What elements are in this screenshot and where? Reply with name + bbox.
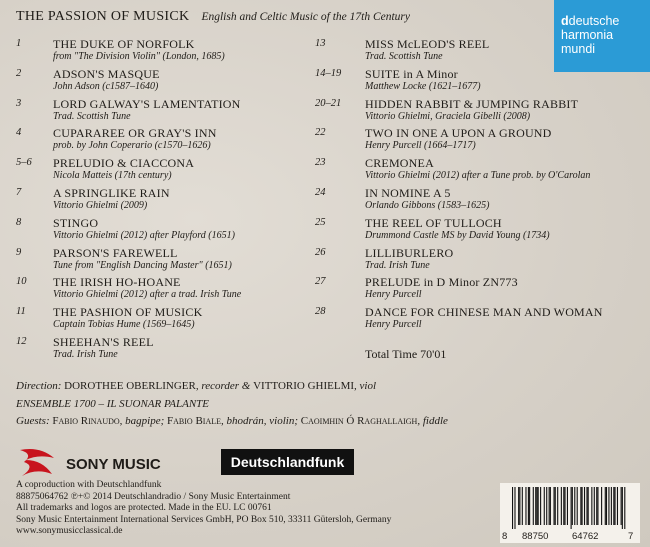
track-title: THE PASHION OF MUSICK — [53, 305, 203, 320]
track-title: PRELUDE in D Minor ZN773 — [365, 275, 518, 290]
total-time: Total Time 70'01 — [365, 347, 447, 361]
track-title: THE REEL OF TULLOCH — [365, 215, 502, 230]
harmonia-mundi-logo — [554, 0, 650, 72]
track-number: 28 — [315, 306, 326, 318]
barcode-digit-1: 8 — [502, 531, 508, 542]
track-composer: Vittorio Ghielmi (2012) after a trad. Irish Tune — [53, 289, 242, 301]
track-number: 1 — [16, 38, 22, 49]
footer-line-2: 88875064762 ℗+© 2014 Deutschlandradio / Sony Music Entertainment — [16, 491, 291, 502]
header — [16, 7, 410, 25]
logo-line-1: ddeutsche — [561, 14, 620, 28]
ensemble-credit: ENSEMBLE 1700 – IL SUONAR PALANTE — [16, 398, 210, 410]
sony-music-logo — [16, 444, 216, 484]
track-composer: Trad. Scottish Tune — [53, 110, 131, 122]
track-title: THE DUKE OF NORFOLK — [53, 37, 195, 51]
track-composer: Vittorio Ghielmi (2009) — [53, 200, 148, 211]
guest-3: Caoimhin Ó Raghallaigh — [300, 415, 418, 427]
track-title: CUPARAREE OR GRAY'S INN — [53, 126, 217, 141]
track-number: 10 — [16, 276, 27, 288]
track-number: 2 — [16, 67, 22, 79]
director-name-2: VITTORIO GHIELMI — [253, 380, 355, 392]
track-composer: Henry Purcell — [365, 319, 422, 331]
track-title: THE IRISH HO-HOANE — [53, 275, 181, 290]
track-composer: Vittorio Ghielmi, Graciela Gibelli (2008) — [365, 110, 531, 122]
direction-credit — [16, 380, 376, 392]
footer-line-1: A coproduction with Deutschlandfunk — [16, 480, 162, 490]
guest-1: Fabio Rinaudo — [52, 415, 120, 427]
track-number: 13 — [315, 38, 326, 49]
track-composer: Matthew Locke (1621–1677) — [365, 80, 481, 92]
sony-music-icon — [16, 444, 60, 484]
guest-2-role: , bhodrán, violin; — [221, 415, 301, 427]
logo-word-1: deutsche — [568, 14, 620, 28]
track-title: STINGO — [53, 215, 99, 230]
track-composer: John Adson (c1587–1640) — [53, 80, 159, 92]
barcode-digit-4: 7 — [628, 531, 634, 542]
guest-3-role: , fiddle — [417, 415, 448, 427]
track-number: 7 — [16, 187, 22, 198]
track-number: 8 — [16, 216, 22, 228]
logo-word-2: harmonia — [561, 28, 614, 42]
album-subtitle: English and Celtic Music of the 17th Century — [201, 11, 411, 23]
track-composer: from "The Division Violin" (London, 1685) — [53, 51, 225, 62]
track-composer: Captain Tobias Hume (1569–1645) — [53, 319, 195, 331]
track-number: 14–19 — [315, 67, 342, 79]
track-number: 4 — [16, 127, 22, 139]
track-title: SUITE in A Minor — [365, 66, 458, 81]
track-composer: Drummond Castle MS by David Young (1734) — [365, 229, 550, 241]
track-number: 24 — [315, 187, 326, 198]
footer-info — [16, 480, 391, 538]
track-title: CREMONEA — [365, 156, 434, 171]
track-composer: Orlando Gibbons (1583–1625) — [365, 200, 490, 211]
track-composer: Henry Purcell — [365, 289, 422, 301]
barcode-digits-2: 88750 — [522, 531, 549, 542]
track-title: MISS McLEOD'S REEL — [365, 37, 490, 51]
footer-line-3: All trademarks and logos are protected. Made in the EU. LC 00761 — [16, 503, 272, 514]
track-number: 11 — [16, 306, 26, 318]
track-number: 23 — [315, 157, 326, 169]
barcode-bars — [500, 483, 640, 529]
track-composer: Trad. Irish Tune — [365, 259, 430, 271]
sony-music-label: SONY MUSIC — [66, 456, 161, 473]
album-title: THE PASSION OF MUSICK — [16, 9, 190, 24]
track-title: PARSON'S FAREWELL — [53, 245, 178, 260]
track-title: LILLIBURLERO — [365, 245, 454, 260]
track-composer: Trad. Irish Tune — [53, 349, 118, 360]
track-number: 22 — [315, 127, 326, 139]
footer-line-5: www.sonymusicclassical.de — [16, 526, 123, 537]
deutschlandfunk-logo: Deutschlandfunk — [221, 449, 354, 475]
track-number: 27 — [315, 276, 326, 288]
logo-line-3 — [561, 42, 650, 56]
track-title: ADSON'S MASQUE — [53, 66, 160, 81]
track-composer: Tune from "English Dancing Master" (1651) — [53, 259, 232, 271]
footer-line-4: Sony Music Entertainment International Services GmbH, PO Box 510, 33311 Gütersloh, Germany — [16, 514, 392, 525]
barcode — [500, 483, 640, 543]
director-role-1: , recorder & — [195, 380, 254, 392]
track-title: SHEEHAN'S REEL — [53, 335, 154, 349]
track-composer: Trad. Scottish Tune — [365, 51, 443, 62]
track-composer: Vittorio Ghielmi (2012) after a Tune prob. by O'Carolan — [365, 170, 591, 182]
track-title: HIDDEN RABBIT & JUMPING RABBIT — [365, 96, 579, 111]
guests-label: Guests: — [16, 415, 53, 427]
track-title: DANCE FOR CHINESE MAN AND WOMAN — [365, 305, 603, 320]
guest-1-role: , bagpipe; — [119, 415, 168, 427]
track-composer: prob. by John Coperario (c1570–1626) — [53, 140, 211, 152]
track-number: 20–21 — [315, 97, 342, 109]
track-composer: Nicola Matteis (17th century) — [53, 170, 172, 182]
track-number: 9 — [16, 246, 22, 258]
track-title: A SPRINGLIKE RAIN — [53, 186, 170, 200]
logo-line-2 — [561, 28, 650, 42]
track-composer: Vittorio Ghielmi (2012) after Playford (1651) — [53, 229, 235, 241]
track-number: 26 — [315, 246, 326, 258]
track-number: 3 — [16, 97, 22, 109]
guest-2: Fabio Biale — [167, 415, 222, 427]
director-name-1: DOROTHEE OBERLINGER — [64, 380, 196, 392]
track-title: PRELUDIO & CIACCONA — [53, 156, 195, 171]
track-title: TWO IN ONE A UPON A GROUND — [365, 126, 552, 141]
track-number: 25 — [315, 216, 326, 228]
barcode-digits-3: 64762 — [572, 531, 599, 542]
track-number: 5–6 — [16, 157, 32, 169]
guests-credit — [16, 415, 448, 427]
logo-word-3: mundi — [561, 42, 596, 56]
direction-label: Direction: — [16, 380, 65, 392]
track-title: LORD GALWAY'S LAMENTATION — [53, 96, 241, 111]
director-role-2: , viol — [354, 380, 377, 392]
track-title: IN NOMINE A 5 — [365, 186, 451, 200]
track-composer: Henry Purcell (1664–1717) — [365, 140, 476, 152]
track-number: 12 — [16, 336, 27, 347]
